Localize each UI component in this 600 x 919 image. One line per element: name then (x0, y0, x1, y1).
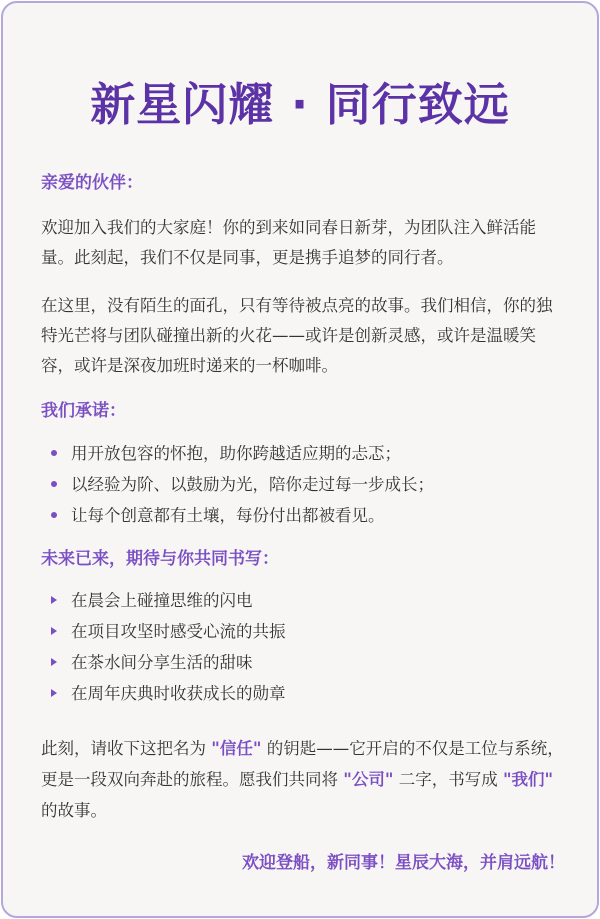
bullet-dot-icon (51, 512, 57, 518)
list-item (71, 585, 567, 616)
greeting: 亲爱的伙伴： (41, 173, 143, 193)
promise-list (41, 438, 567, 531)
belief-paragraph: 在这里，没有陌生的面孔，只有等待被点亮的故事。我们相信，你的独特光芒将与团队碰撞出新的火花——或许是创新灵感，或许是温暖笑容，或许是深夜加班时递来的一杯咖啡。 (41, 296, 553, 375)
bullet-triangle-icon (51, 689, 57, 697)
bullet-triangle-icon (51, 658, 57, 666)
list-item (71, 438, 567, 469)
future-list (41, 585, 567, 709)
list-item (71, 616, 567, 647)
promise-item-text: 用开放包容的怀抱，助你跨越适应期的忐忑； (71, 444, 401, 463)
signoff: 欢迎登船，新同事！星辰大海，并肩远航！ (242, 853, 565, 873)
future-item-text: 在晨会上碰撞思维的闪电 (71, 591, 253, 610)
promise-item-text: 让每个创意都有土壤，每份付出都被看见。 (71, 506, 385, 525)
list-item (71, 500, 567, 531)
future-item-text: 在周年庆典时收获成长的勋章 (71, 684, 286, 703)
letter-body (41, 171, 567, 876)
future-heading: 未来已来，期待与你共同书写： (41, 549, 279, 569)
closing-text: 二字，书写成 (393, 770, 503, 789)
bullet-dot-icon (51, 481, 57, 487)
closing-paragraph (41, 733, 567, 826)
list-item (71, 469, 567, 500)
closing-text: 的故事。 (41, 801, 107, 820)
list-item (71, 647, 567, 678)
highlight-trust: "信任" (211, 739, 262, 758)
closing-text: 此刻，请收下这把名为 (41, 739, 212, 758)
welcome-paragraph: 欢迎加入我们的大家庭！你的到来如同春日新芽，为团队注入鲜活能量。此刻起，我们不仅是同事，更是携手追梦的同行者。 (41, 218, 536, 267)
bullet-dot-icon (51, 450, 57, 456)
future-item-text: 在项目攻坚时感受心流的共振 (71, 622, 286, 641)
page-title: 新星闪耀 · 同行致远 (90, 78, 510, 131)
closing-text: 的钥匙——它开启的不仅是工位与系统，更是一段双向奔赴的旅程。愿我们共同将 (41, 739, 564, 789)
future-item-text: 在茶水间分享生活的甜味 (71, 653, 253, 672)
letter-card (1, 1, 599, 918)
bullet-triangle-icon (51, 596, 57, 604)
highlight-company: "公司" (343, 770, 394, 789)
promise-heading: 我们承诺： (41, 401, 126, 421)
highlight-us: "我们" (502, 770, 554, 789)
list-item (71, 678, 567, 709)
promise-item-text: 以经验为阶、以鼓励为光，陪你走过每一步成长； (71, 475, 434, 494)
bullet-triangle-icon (51, 627, 57, 635)
